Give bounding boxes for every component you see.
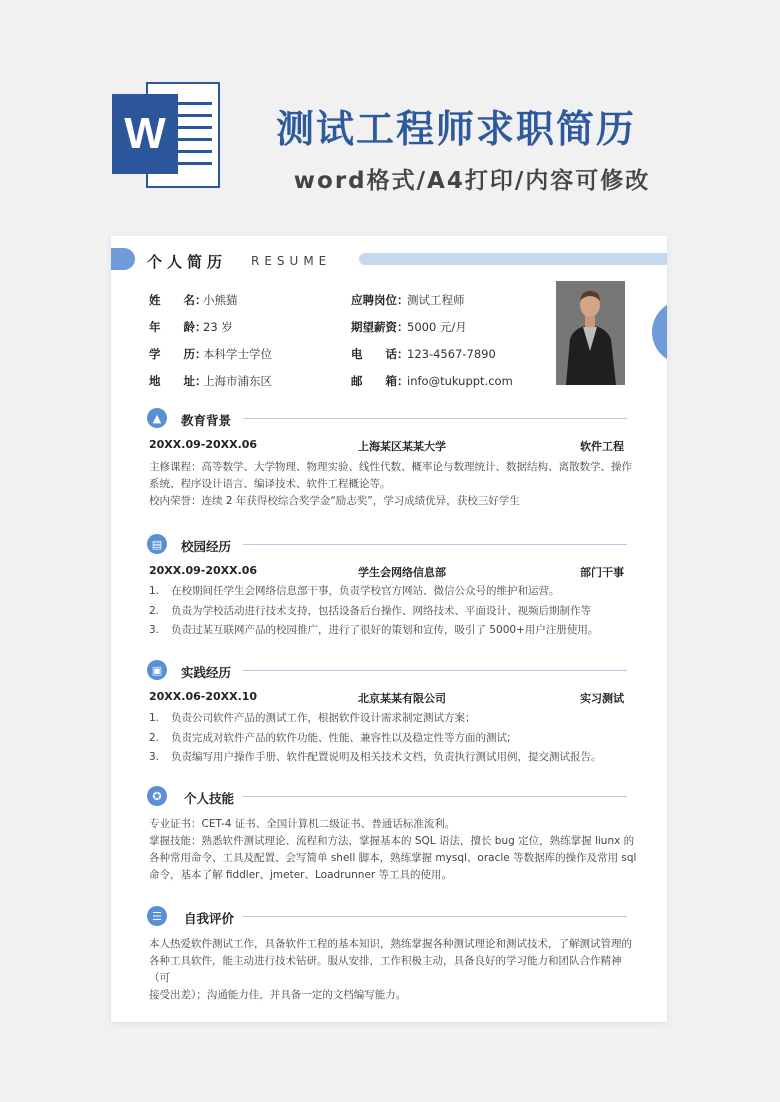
section-divider [243, 418, 627, 419]
list-item: 3. 负责编写用户操作手册、软件配置说明及相关技术文档，负责执行测试用例，提交测试报告。 [149, 751, 602, 763]
list-item: 1. 在校期间任学生会网络信息部干事，负责学校官方网站、微信公众号的维护和运营。 [149, 585, 560, 597]
decor-tab [111, 248, 135, 270]
section-title-campus: 校园经历 [181, 539, 232, 554]
skills-details: 专业证书：CET-4 证书、全国计算机二级证书、普通话标准流利。 掌握技能：熟悉软件测试理论、流程和方法，掌握基本的 SQL 语法，擅长 bug 定位，熟练掌握 liunx 的 各种常用命令、工具及配置、会写简单 shell 脚本，熟练掌握 mysql、oracle 等数据库的操作及常用 sql 命令，基本了解 fiddler、jmeter、Loadrunner 等工具的使用。 [149, 818, 637, 881]
briefcase-icon: ▣ [147, 660, 167, 680]
section-divider [243, 670, 627, 671]
info-age: 年 龄：23 岁 [149, 320, 233, 334]
promo-title: 测试工程师求职简历 [275, 107, 636, 151]
award-icon: ✪ [147, 786, 167, 806]
campus-period: 20XX.09-20XX.06 [149, 564, 258, 577]
word-logo [112, 82, 220, 188]
education-major: 软件工程 [580, 440, 624, 453]
info-education: 学 历：本科学士学位 [149, 347, 272, 361]
practice-company: 北京某某有限公司 [358, 692, 446, 705]
info-name: 姓 名：小熊猫 [149, 293, 238, 307]
section-divider [243, 544, 627, 545]
self-evaluation-details: 本人热爱软件测试工作，具备软件工程的基本知识，熟练掌握各种测试理论和测试技术，了解测试管理的 各种工具软件，能主动进行技术钻研。服从安排，工作积极主动，具备良好的学习能力和团队合作精神（可 接受出差）；沟通能力佳，并具备一定的文档编写能力。 [149, 938, 632, 1001]
education-details: 主修课程：高等数学、大学物理、物理实验、线性代数、概率论与数理统计、数据结构、离散数学、操作 系统、程序设计语言、编译技术、软件工程概论等。 校内荣誉：连续 2 年获得校综合奖学金“励志奖”，学习成绩优异，获校三好学生 [149, 461, 632, 507]
section-title-education: 教育背景 [181, 413, 232, 428]
list-item: 3. 负责过某互联网产品的校园推广，进行了很好的策划和宣传，吸引了 5000+用户注册使用。 [149, 624, 599, 636]
profile-photo [556, 281, 625, 385]
resume-heading: 个人简历 [147, 253, 228, 271]
info-job: 应聘岗位：测试工程师 [351, 293, 465, 307]
campus-list [149, 582, 598, 641]
info-email: 邮 箱：info@tukuppt.com [351, 374, 513, 388]
decor-bar [359, 253, 667, 265]
practice-role: 实习测试 [580, 692, 624, 705]
list-item: 2. 负责为学校活动进行技术支持，包括设备后台操作、网络技术、平面设计、视频后期制作等 [149, 604, 591, 617]
resume-page [111, 236, 667, 1022]
section-title-skills: 个人技能 [184, 791, 235, 806]
section-divider [243, 796, 627, 797]
promo-subtitle: word格式/A4打印/内容可修改 [293, 168, 651, 194]
education-period: 20XX.09-20XX.06 [149, 438, 258, 451]
info-phone: 电 话：123-4567-7890 [351, 347, 496, 361]
graduation-cap-icon: ▲ [147, 408, 167, 428]
section-title-self-evaluation: 自我评价 [184, 911, 235, 926]
list-icon: ☰ [147, 906, 167, 926]
practice-list [149, 709, 602, 768]
resume-heading-en: RESUME [251, 254, 332, 268]
list-item: 1. 负责公司软件产品的测试工作，根据软件设计需求制定测试方案； [149, 712, 476, 724]
section-title-practice: 实践经历 [181, 665, 232, 680]
list-item: 2. 负责完成对软件产品的软件功能、性能、兼容性以及稳定性等方面的测试; [149, 731, 511, 744]
book-icon: ▤ [147, 534, 167, 554]
practice-period: 20XX.06-20XX.10 [149, 690, 258, 703]
decor-half-circle [652, 300, 667, 364]
campus-org: 学生会网络信息部 [358, 566, 446, 579]
info-address: 地 址：上海市浦东区 [149, 374, 272, 388]
info-salary: 期望薪资：5000 元/月 [351, 320, 467, 334]
section-divider [243, 916, 627, 917]
education-school: 上海某区某某大学 [358, 440, 446, 453]
word-w-icon: W [112, 94, 178, 174]
campus-role: 部门干事 [580, 566, 624, 579]
